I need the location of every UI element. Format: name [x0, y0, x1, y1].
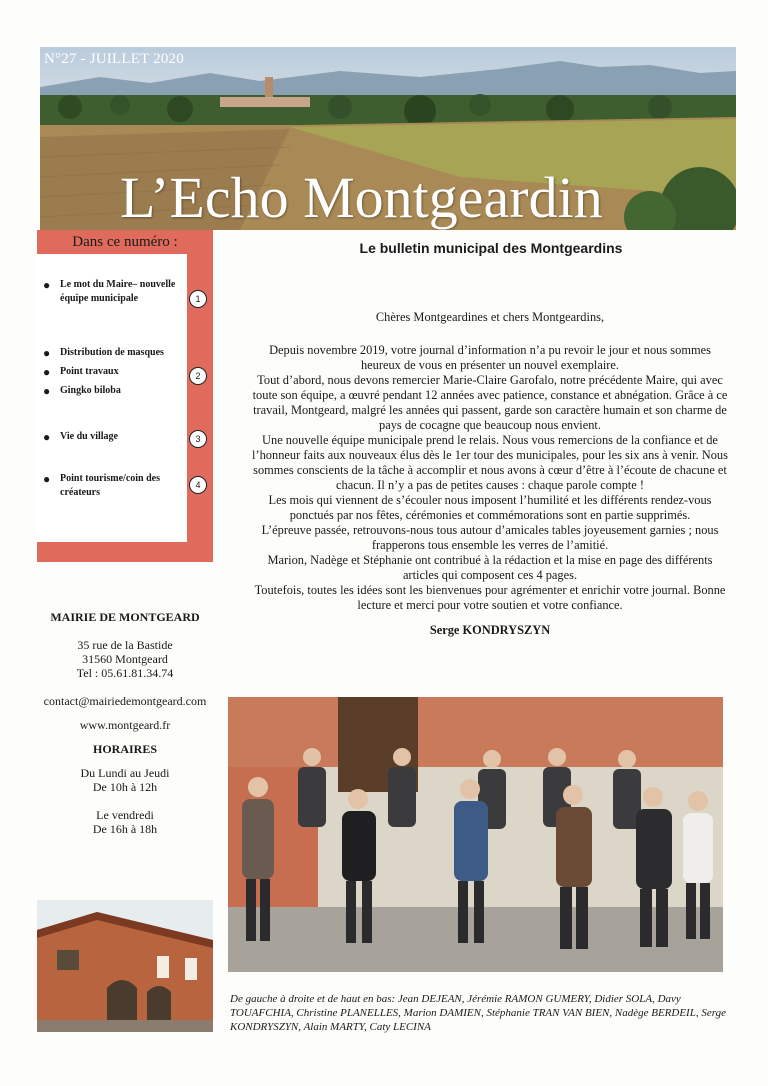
- hours-days: Le vendredi: [96, 808, 154, 822]
- toc-item-label: Le mot du Maire– nouvelle équipe municipale: [60, 279, 176, 304]
- address-line: 31560 Montgeard: [82, 652, 168, 666]
- letter-paragraph: Une nouvelle équipe municipale prend le relais. Nous vous remercions de la confiance et de l’honneur faits aux nouveaux élus dès le 1er tour des municipales, pour les six ans à venir. Nous sommes conscients de la tâche à accomplir et nous avons à cœur d’être à l’écoute de chacune et chacun. Il n’y a pas de petites causes : chaque parole compte !: [252, 433, 728, 492]
- bullet-icon: ●: [43, 384, 51, 398]
- hours-days: Du Lundi au Jeudi: [80, 766, 170, 780]
- bullet-icon: ●: [43, 346, 51, 360]
- page-number-badge: 1: [189, 290, 207, 308]
- bulletin-subtitle: Le bulletin municipal des Montgeardins: [359, 240, 623, 256]
- letter-paragraph: Marion, Nadège et Stéphanie ont contribué à la rédaction et la mise en page des différents articles qui composent ces 4 pages.: [267, 553, 713, 582]
- town-hall-name: MAIRIE DE MONTGEARD: [50, 610, 200, 624]
- masthead-banner: [40, 47, 736, 230]
- page-number-badge: 2: [189, 367, 207, 385]
- toc-item-label: Point tourisme/coin des créateurs: [60, 473, 160, 498]
- town-hall-info: [37, 610, 213, 836]
- hours-time: De 10h à 12h: [92, 780, 158, 794]
- toc-heading: Dans ce numéro :: [72, 234, 178, 250]
- bullet-icon: ●: [43, 472, 51, 486]
- letter-paragraph: Toutefois, toutes les idées sont les bienvenues pour agrémenter et enrichir votre journal. Bonne lecture et merci pour votre soutien et votre confiance.: [254, 583, 726, 612]
- town-hall-photo: [37, 900, 213, 1032]
- toc-panel: [37, 254, 201, 542]
- email-link[interactable]: contact@mairiedemontgeard.com: [43, 694, 207, 708]
- toc-item-label: Vie du village: [60, 431, 118, 442]
- photo-caption: De gauche à droite et de haut en bas: Jean DEJEAN, Jérémie RAMON GUMERY, Didier SOLA, Davy TOUAFCHIA, Christine PLANELLES, Marion DAMIEN, Stéphanie TRAN VAN BIEN, Nadège BERDEIL, Serge KONDRYSZYN, Alain MARTY, Caty LECINA: [230, 993, 726, 1033]
- mayor-letter: [252, 310, 728, 638]
- toc-item-label: Gingko biloba: [60, 385, 121, 396]
- hours-time: De 16h à 18h: [92, 822, 158, 836]
- hours-title: HORAIRES: [92, 742, 157, 756]
- table-of-contents: [37, 230, 213, 562]
- letter-paragraph: Les mois qui viennent de s’écouler nous imposent l’humilité et les différents rendez-vous ponctués par nos fêtes, cérémonies et commémorations sont en partie supprimés.: [268, 493, 712, 522]
- bullet-icon: ●: [43, 278, 51, 292]
- council-group-photo: [228, 697, 723, 972]
- website-link[interactable]: www.montgeard.fr: [79, 718, 171, 732]
- letter-paragraph: Depuis novembre 2019, votre journal d’information n’a pu revoir le jour et nous sommes heureux de vous en présenter un nouvel exemplaire.: [269, 343, 711, 372]
- phone-number: Tel : 05.61.81.34.74: [76, 666, 174, 680]
- address-line: 35 rue de la Bastide: [77, 638, 173, 652]
- letter-paragraph: L’épreuve passée, retrouvons-nous tous autour d’amicales tables joyeusement garnies ; nous frapperons tous ensemble les verres de l’amitié.: [261, 523, 719, 552]
- bullet-icon: ●: [43, 430, 51, 444]
- newsletter-title: L’Echo Montgeardin: [120, 165, 603, 230]
- page-number-badge: 4: [189, 476, 207, 494]
- letter-paragraph: Tout d’abord, nous devons remercier Marie-Claire Garofalo, notre précédente Maire, qui avec toute son équipe, a œuvré pendant 12 années avec patience, constance et abnégation. Grâce à ce travail, Montgeard, malgré les années qui passent, garde son caractère humain et son charme de pays de cocagne que beaucoup nous envient.: [252, 373, 728, 432]
- letter-signature: Serge KONDRYSZYN: [429, 623, 551, 637]
- issue-number: N°27 - JUILLET 2020: [44, 51, 184, 67]
- bullet-icon: ●: [43, 365, 51, 379]
- page-number-badge: 3: [189, 430, 207, 448]
- letter-greeting: Chères Montgeardines et chers Montgeardins,: [375, 310, 605, 324]
- toc-item-label: Point travaux: [60, 366, 119, 377]
- toc-item-label: Distribution de masques: [60, 347, 164, 358]
